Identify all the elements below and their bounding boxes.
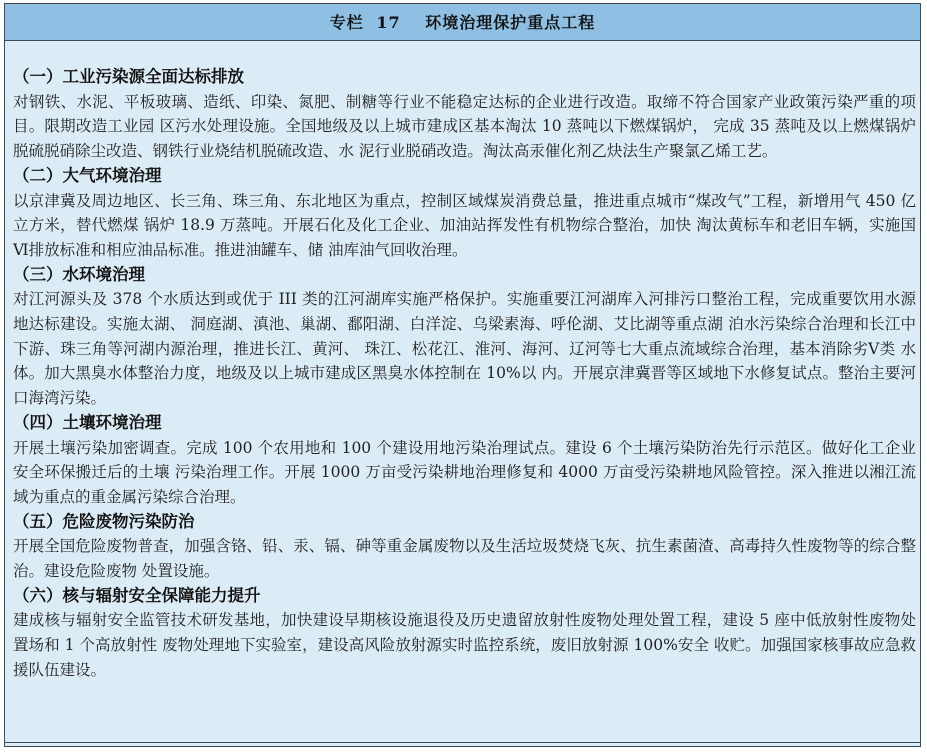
section-industrial	[13, 65, 916, 164]
section-body: 以京津冀及周边地区、长三角、珠三角、东北地区为重点，控制区域煤炭消费总量，推进重点城市“煤改气”工程，新增用气 450 亿立方米，替代燃煤 锅炉 18.9 万蒸吨。开展石化及化工企业、加油站挥发性有机物综合整治，加快 淘汰黄标车和老旧车辆，实施国Ⅵ排放标准和相应油品标准。推进油罐车、储 油库油气回收治理。	[13, 191, 916, 259]
bottom-rule	[5, 742, 920, 743]
box-label: 专栏	[329, 13, 364, 32]
box-title-bar	[5, 4, 920, 41]
section-heading: （一）工业污染源全面达标排放	[13, 67, 244, 86]
section-heading: （六）核与辐射安全保障能力提升	[13, 585, 261, 605]
section-soil	[13, 411, 916, 510]
section-body: 开展全国危险废物普查，加强含铬、铅、汞、镉、砷等重金属废物以及生活垃圾焚烧飞灰、抗生素菌渣、高毒持久性废物等的综合整治。建设危险废物 处置设施。	[13, 537, 916, 581]
section-body: 建成核与辐射安全监管技术研发基地，加快建设早期核设施退役及历史遗留放射性废物处理处置工程，建设 5 座中低放射性废物处置场和 1 个高放射性 废物处理地下实验室，建设高风险放射源实时监控系统，废旧放射源 100%安全 收贮。加强国家核事故应急救援队伍建设。	[13, 611, 916, 679]
section-heading: （五）危险废物污染防治	[13, 511, 195, 531]
section-hazardous-waste	[13, 510, 916, 584]
section-heading: （三）水环境治理	[13, 264, 145, 284]
feature-box	[4, 3, 921, 747]
section-heading: （四）土壤环境治理	[13, 412, 162, 432]
section-water	[13, 263, 916, 411]
section-body: 对江河源头及 378 个水质达到或优于 III 类的江河湖库实施严格保护。实施重要江河湖库入河排污口整治工程，完成重要饮用水源地达标建设。实施太湖、 洞庭湖、滇池、巢湖、鄱阳湖、白洋淀、乌梁素海、呼伦湖、艾比湖等重点湖 泊水污染综合治理和长江中下游、珠三角等河湖内源治理，推进长江、黄河、 珠江、松花江、淮河、海河、辽河等七大重点流域综合治理，基本消除劣Ⅴ类 水体。加大黑臭水体整治力度，地级及以上城市建成区黑臭水体控制在 10%以 内。开展京津冀晋等区域地下水修复试点。整治主要河口海湾污染。	[13, 290, 916, 408]
box-number: 17	[376, 13, 401, 32]
section-body: 开展土壤污染加密调查。完成 100 个农用地和 100 个建设用地污染治理试点。建设 6 个土壤污染防治先行示范区。做好化工企业安全环保搬迁后的土壤 污染治理工作。开展 1000 万亩受污染耕地治理修复和 4000 万亩受污染耕地风险管控。深入推进以湘江流域为重点的重金属污染综合治理。	[13, 438, 916, 506]
box-title: 环境治理保护重点工程	[425, 13, 596, 32]
box-content	[13, 65, 916, 683]
section-nuclear-safety	[13, 584, 916, 683]
section-heading: （二）大气环境治理	[13, 165, 162, 185]
section-air	[13, 164, 916, 263]
section-body: 对钢铁、水泥、平板玻璃、造纸、印染、氮肥、制糖等行业不能稳定达标的企业进行改造。取缔不符合国家产业政策污染严重的项目。限期改造工业园 区污水处理设施。全国地级及以上城市建成区基本淘汰 10 蒸吨以下燃煤锅炉， 完成 35 蒸吨及以上燃煤锅炉脱硫脱硝除尘改造、钢铁行业烧结机脱硫改造、水 泥行业脱硝改造。淘汰高汞催化剂乙炔法生产聚氯乙烯工艺。	[13, 92, 916, 161]
